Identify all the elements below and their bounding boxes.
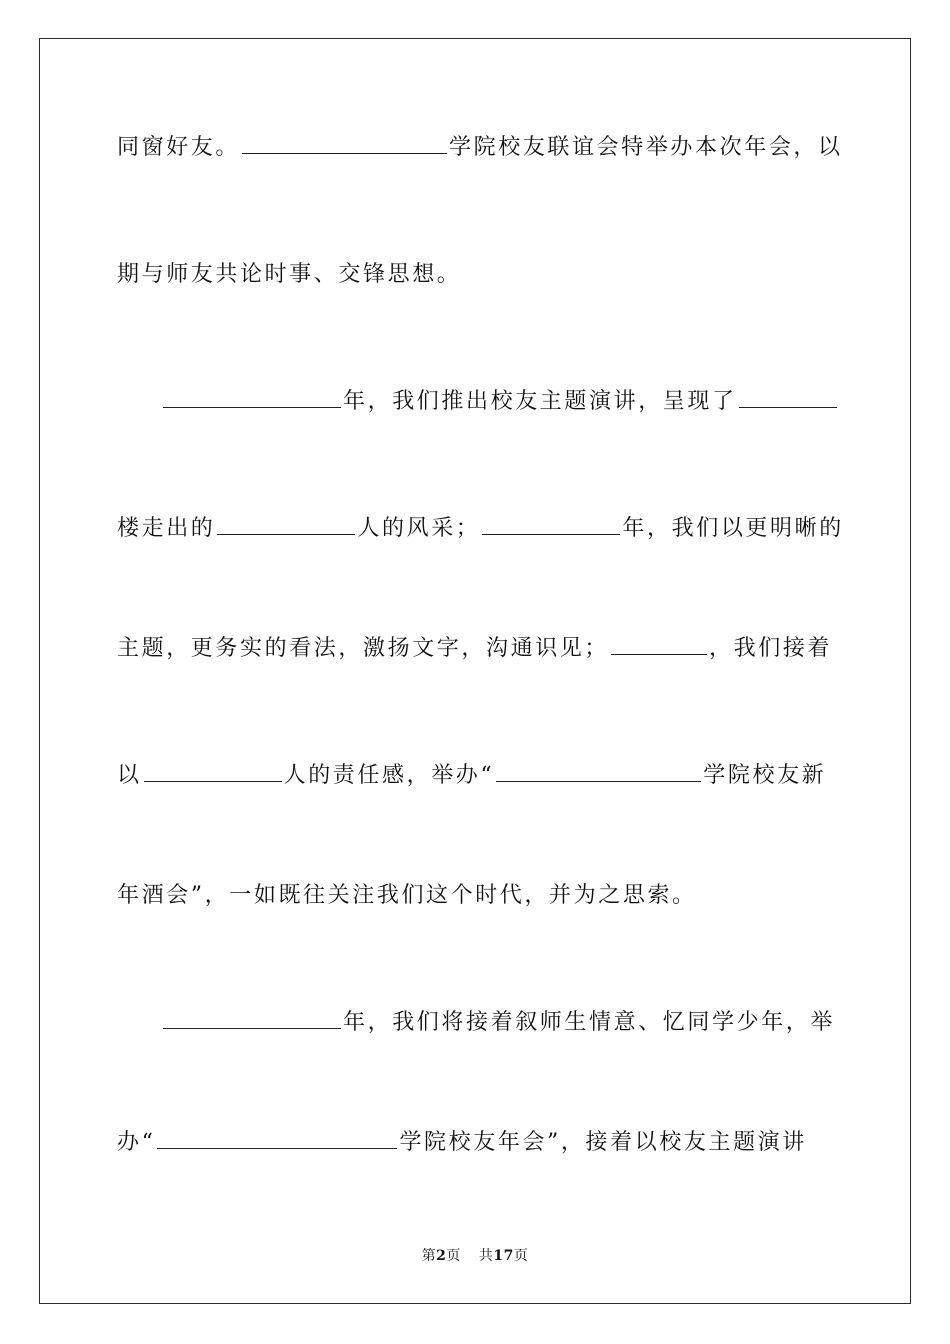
line-4-end: 年，我们以更明晰的	[622, 516, 844, 541]
text-line-5	[117, 632, 833, 666]
line-9-end: 学院校友年会”，接着以校友主题演讲	[399, 1130, 807, 1155]
fill-blank[interactable]	[242, 133, 447, 154]
line-5-start: 主题，更务实的看法，激扬文字，沟通识见；	[117, 636, 610, 661]
text-line-8	[163, 1006, 836, 1040]
line-4-start: 楼走出的	[117, 516, 216, 541]
total-label-pre: 共	[478, 1248, 494, 1264]
line-3-middle: 年，我们推出校友主题演讲，呈现了	[343, 389, 737, 414]
total-pages: 17	[493, 1248, 514, 1264]
text-line-7	[117, 879, 833, 913]
fill-blank[interactable]	[611, 634, 707, 655]
fill-blank[interactable]	[157, 1128, 397, 1149]
line-2-text: 期与师友共论时事、交锋思想。	[117, 262, 462, 287]
fill-blank[interactable]	[496, 761, 701, 782]
fill-blank[interactable]	[217, 514, 355, 535]
text-line-3	[163, 385, 833, 419]
fill-blank[interactable]	[163, 1008, 341, 1029]
text-line-1	[117, 131, 843, 165]
line-1-start: 同窗好友。	[117, 135, 241, 160]
text-line-9	[117, 1126, 833, 1160]
text-line-4	[117, 512, 844, 546]
line-8-end: 年，我们将接着叙师生情意、忆同学少年，举	[343, 1010, 836, 1035]
page-label-post: 页	[446, 1248, 461, 1264]
page-number: 2	[436, 1248, 447, 1264]
line-9-start: 办“	[117, 1130, 156, 1155]
fill-blank[interactable]	[163, 387, 341, 408]
fill-blank[interactable]	[482, 514, 620, 535]
text-line-2	[117, 258, 833, 292]
page-border	[39, 38, 911, 1304]
line-1-end: 学院校友联谊会特举办本次年会，以	[449, 135, 843, 160]
line-6-middle: 人的责任感，举办“	[283, 763, 495, 788]
text-line-6	[117, 759, 833, 793]
fill-blank[interactable]	[739, 387, 837, 408]
line-7-text: 年酒会”，一如既往关注我们这个时代，并为之思索。	[117, 883, 697, 908]
line-5-end: ，我们接着	[709, 636, 833, 661]
fill-blank[interactable]	[144, 761, 282, 782]
line-4-middle: 人的风采；	[357, 516, 481, 541]
line-6-end: 学院校友新	[703, 763, 827, 788]
page-label-pre: 第	[421, 1248, 437, 1264]
total-label-post: 页	[513, 1248, 529, 1264]
page-footer	[0, 1245, 950, 1265]
line-6-start: 以	[117, 763, 142, 788]
